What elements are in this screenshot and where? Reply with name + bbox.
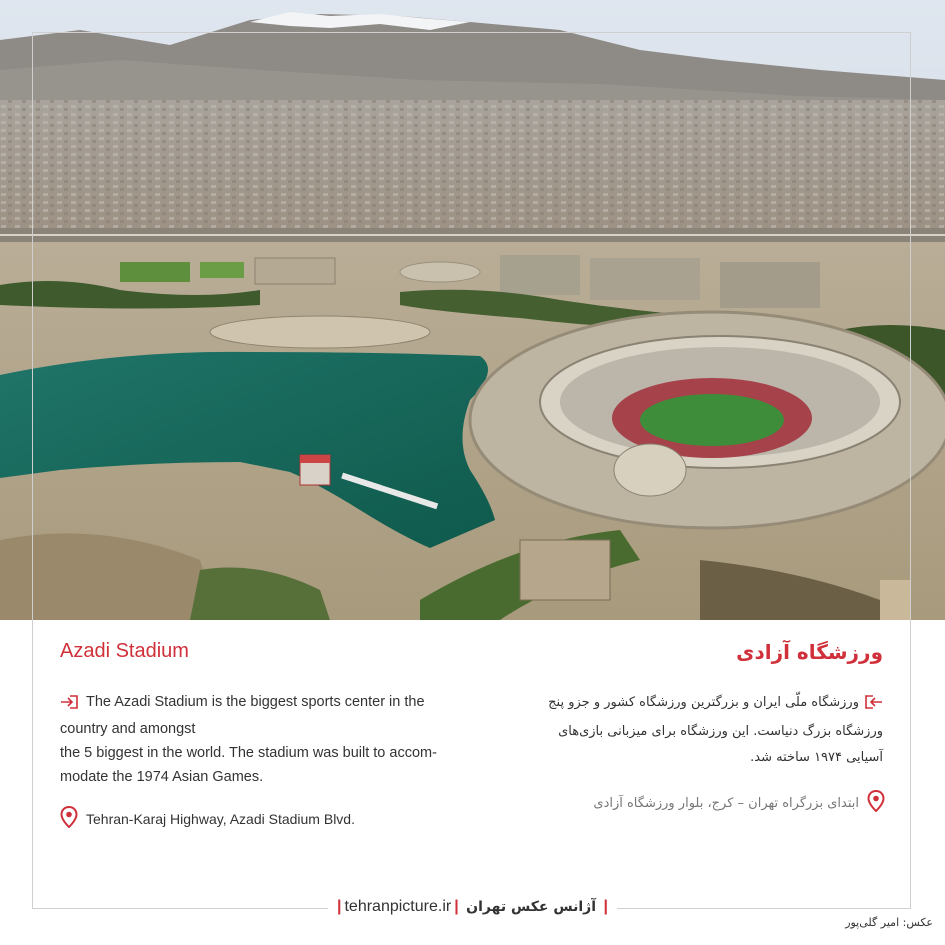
footer-divider: | [603,898,608,915]
title-persian: ورزشگاه آزادی [736,640,883,664]
description-english-line: the 5 biggest in the world. The stadium was built to accom- [60,745,437,761]
footer-brand [328,898,617,916]
frame-right-line [910,32,911,909]
description-english-line: modate the 1974 Asian Games. [60,769,264,785]
website-link[interactable]: tehranpicture.ir [344,898,452,915]
frame-top-line [32,32,910,33]
enter-arrow-icon [865,693,883,719]
footer [0,898,945,916]
enter-arrow-icon [60,693,78,717]
description-persian [543,690,883,771]
photo-credit: عکس: امیر گلی‌پور [845,916,933,929]
footer-divider: | [454,898,459,915]
address-english-text: Tehran-Karaj Highway, Azadi Stadium Blvd. [86,810,355,827]
address-persian [593,790,885,816]
agency-name: آژانس عکس تهران [466,899,597,915]
address-persian-text: ابتدای بزرگراه تهران – کرج، بلوار ورزشگاه آزادی [593,795,859,811]
description-persian-line: آسیایی ۱۹۷۴ ساخته شد. [750,750,883,765]
location-pin-icon [60,806,78,831]
description-english-line: country and amongst [60,721,196,737]
address-english [60,806,355,831]
description-persian-line: ورزشگاه ملّی ایران و بزرگترین ورزشگاه کشور و جزو پنج [543,690,883,719]
location-pin-icon [867,790,885,816]
footer-divider: | [337,898,342,915]
frame-left-line [32,32,33,909]
description-english [60,690,450,789]
description-persian-line: ورزشگاه بزرگ دنیاست. این ورزشگاه برای میزبانی بازی‌های [558,724,883,739]
title-english: Azadi Stadium [60,640,189,662]
description-english-line: The Azadi Stadium is the biggest sports center in the [60,690,450,717]
